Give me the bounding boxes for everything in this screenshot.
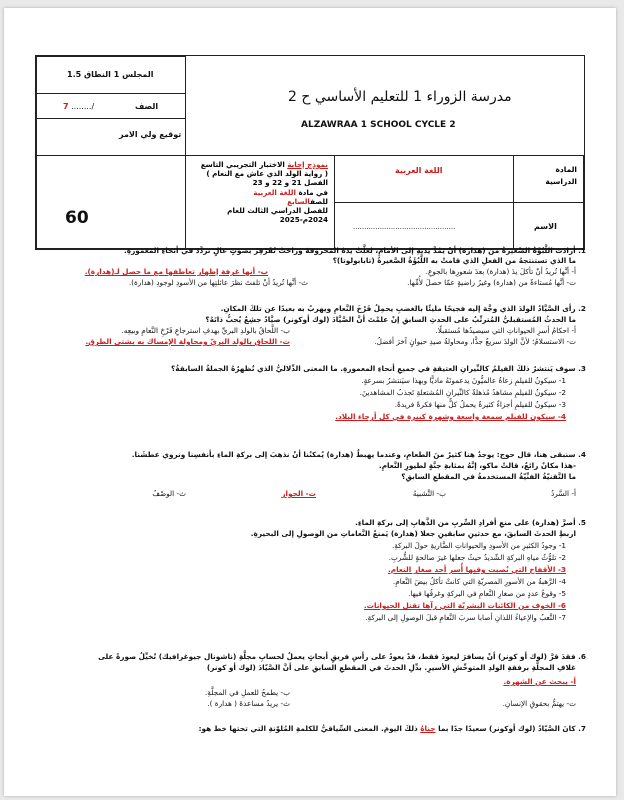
q1-number: 1. (578, 246, 586, 255)
q3-stem (171, 364, 586, 373)
q5-item-4[interactable]: 4- الرَّهبةُ من الأسورِ المصريّةِ التي كانتْ تأكلُ بيضَ النَّعامِ. (392, 577, 566, 586)
q7-pre: كانَ الصَّيّادُ (لوك أوكونر) سعيدًا جدًا بما (438, 724, 576, 733)
score-dots: ......../ (71, 102, 95, 111)
grade-red: السابع (287, 196, 311, 206)
council-cell (36, 56, 186, 94)
name-label-cell (513, 202, 584, 249)
q6-option-a[interactable]: أ- يبحث عن الشهرة. (503, 677, 576, 686)
q6-number: 6. (578, 652, 586, 661)
q6-option-b[interactable]: ب- يطمحُ للعملِ في المجلَّةِ. (204, 688, 290, 697)
class-label: الصف (135, 102, 159, 111)
q6-stem (98, 652, 586, 661)
q2-option-c[interactable]: ت- الاستسلامُ؛ لأنَّ الولدَ سريعٌ جدًّا، ومحاولةُ صيدِ حيوانٍ آخرَ أفضلُ. (374, 337, 576, 346)
q3-item-3[interactable]: 3- سيكونُ للفيلمِ أجزاءٌ كثيرةٌ يحملُ كلٌّ منها فكرةً فريدةً. (394, 400, 566, 409)
q4-answer-a[interactable]: أ- السَّردُ (550, 489, 576, 498)
header-table (35, 55, 585, 250)
q7-post: ذلكَ اليومَ. المعنى السِّياقيُّ للكلمةِ المُلوّنةِ التي تحتها خط هو: (198, 724, 418, 733)
q4-line-2: -هذا مكانٌ رائعٌ، قالتْ ماكو، إنَّهُ بمثابةِ جنَّةٍ لطيورِ النَّعامِ. (378, 461, 576, 470)
q6-option-d[interactable]: ث- يريدُ مساعدةَ ( هدارة ). (207, 699, 290, 708)
q1-line-1: أرادت اللَّبُؤَةُ الصَّغيرةُ من (هدارة) أنْ يَمُدَّ يديهِ إلى الأمامِ، لعلَّتْ يدَهُ المحروقةَ وراحَتْ تُقَرْقِرُ بصوتٍ عالٍ تردَّدَ في أنحاءِ المعمورةِ. (124, 246, 576, 255)
model-answer: نموذج إجابة (287, 160, 328, 169)
subject-line-pre: في مادة (298, 187, 328, 197)
q7-stem (199, 724, 586, 733)
subject-value-cell (334, 155, 514, 203)
q2-option-a[interactable]: أ- احكامُ أسرِ الحيواناتِ التي سيصيدُها مُستقبلًا. (435, 326, 576, 335)
q2-option-d[interactable]: ث- اللحاق بالولد البريّ ومحاولة الإمساك به بشتى الطرق. (85, 337, 290, 346)
exam-info-cell (185, 155, 335, 249)
q1-stem (124, 246, 586, 255)
q2-stem (221, 304, 586, 313)
name-value-cell (334, 202, 514, 249)
q5-item-3[interactable]: 3- الأقفاخ التي نُصبت وقيها أُسر أحد صغار النعام. (388, 565, 566, 574)
q4-line-1: سنبقى هنا، قال حوج: يوجدُ هنا كثيرٌ منَ الطعامِ، وعندما يهبطُ (هدارة) يُمكنُنا أنْ نذهبَ إلى بركةِ الماءِ بأنفسِنا ونروي عطشَنا. (131, 450, 576, 459)
q6-option-c[interactable]: ت- يهتمُّ بحقوقِ الإنسانِ. (502, 699, 576, 708)
q3-intro: سوف يَنتشرُ ذلكَ الفيلمُ كالنِّيرانِ العتيقةِ في جميعِ أنحاءِ المعمورةِ. ما المعنى الدِّلاليُّ الذي تُظهرُهُ الجملةُ السابقةُ؟ (171, 364, 576, 373)
q7-highlighted-word: جناهُ (420, 724, 436, 733)
q7-number: 7. (578, 724, 586, 733)
subject-line-red: اللغة العربية (253, 187, 296, 197)
parent-signature: توقيع ولي الامر (119, 130, 182, 139)
name-dots: .............................................. (353, 223, 456, 231)
q1-option-d[interactable]: ث- أنَّها تُريدُ أنْ تلفتَ نظرَ عائلتِها من الأسودِ لوجودِ (هدارة). (128, 278, 308, 287)
subject-value: اللغة العربية (395, 166, 443, 175)
q1-option-b[interactable]: ب- أنها غرفة إظهار تعاطفها مع ما حصل لـ(هدارة). (84, 267, 268, 276)
term-line: للفصل الدراسي الثالث للعام (227, 206, 328, 216)
score-total: 7 (63, 102, 69, 111)
q5-line-1: أصرَّ (هدارة) على منعِ أفرادِ السِّربِ من الذَّهابِ إلى بركةِ الماءِ. (355, 518, 576, 527)
exam-title-line (201, 160, 328, 169)
q5-question: اربطِ الحدثَ السابقَ، مع حدثينِ سابقينِ جعلا (هدارة) يَمنعُ النَّعاماتِ من الوصولِ إلى البحيرةِ. (250, 529, 576, 538)
total-mark: 60 (65, 208, 89, 228)
exam-sheet (4, 8, 616, 796)
q5-stem (355, 518, 586, 527)
chapters: الفصل 21 و 22 و 23 (252, 178, 328, 188)
q2-line-1: رأى الصَّيَّادُ الولدَ الذي وجَّهَ إليه فجيحًا مليئًا بالغضبِ يحمِلُ فَرْخَ النَّعامِ ويهربُ به بعيدًا عن تلكَ المكانِ. (220, 304, 576, 313)
subject-label: المادة الدراسية (545, 165, 577, 186)
q4-question: ما التَّقنيّةُ الفنِّيّةُ المستخدمةُ في المقطعِ السابقِ؟ (401, 472, 576, 481)
exam-title: الاختبار التجريبي التاسع (200, 160, 285, 169)
school-name-ar: مدرسة الزوراء 1 للتعليم الأساسي ح 2 (288, 89, 512, 105)
q6-question: غلافِ المجلَّةِ برفقةِ الولدِ المتوحِّشِ الأسيرِ. بدِّلِ الحدثَ في المقطعِ السابقِ على أنَّ الصَّيّادَ (لوك أو كونر) (206, 663, 576, 672)
name-label: الاسم (534, 222, 557, 231)
mark-cell (36, 155, 186, 249)
school-name-en: ALZAWRAA 1 SCHOOL CYCLE 2 (301, 120, 456, 130)
class-cell (36, 93, 186, 119)
q5-item-6[interactable]: 6- الخوف من الكائنات البشريّة التي رآها تقتل الحيوانات. (363, 601, 566, 610)
q2-question: ما الحدثُ المُستقبليُّ المُترتِّبُ على الحدثِ السابقِ إنْ علمْتَ أنَّ الصَّيَّادَ (لوك أوكونر) صيَّادٌ جشِعٌ يُحبُّ ذاتَهُ؟ (205, 315, 576, 324)
year-line: 2024م-2025 (279, 215, 328, 225)
grade-line (201, 197, 328, 206)
q4-stem (132, 450, 586, 459)
parent-sig-cell (36, 118, 186, 156)
q2-number: 2. (578, 304, 586, 313)
subject-label-cell (513, 155, 584, 203)
q6-line-1: فقدَ قرَّ (لوك أو كونر) أنْ يسافرَ ليعودَ فقط، قدْ يعودُ على رأسِ فريقٍ أبحاثٍ يعملُ لحسابِ مجلَّةِ (ناشونال جيوغرافيك) تُخيِّلُ صورةً على (98, 652, 576, 661)
council-text: المجلس 1 النطاق 1.5 (67, 70, 154, 79)
novel-title: ( رواية الولد الذي عاش مع النعام ) (206, 169, 328, 179)
subject-line (201, 188, 328, 197)
q4-answer-b[interactable]: ب- التَّشبيهُ (412, 489, 446, 498)
q4-number: 4. (578, 450, 586, 459)
q3-number: 3. (578, 364, 586, 373)
q1-option-c[interactable]: ت- أنَّها مُستاءةٌ من (هدارة) وغيرُ راضيةٍ عمّا حصلَ لأُمِّها. (407, 278, 576, 287)
q2-option-b[interactable]: ب- اللَّحاقُ بالولدِ البريِّ بهدفِ استرجاعِ فَرْخِ النَّعامِ وبيعِه. (121, 326, 290, 335)
q5-item-1[interactable]: 1- وجودُ الكثيرِ من الأسودِ والحيواناتِ الضَّاريةِ حولَ البركةِ. (391, 541, 566, 550)
q5-item-5[interactable]: 5- وقوعُ عددٍ من صغارِ النَّعامِ في البركةِ وغرقُها فيها. (408, 589, 566, 598)
q4-answer-d[interactable]: ث- الوصْفُ (152, 489, 186, 498)
score-line (63, 102, 94, 111)
q1-option-a[interactable]: أ- أنَّها تُريدُ أنْ تأكلَ يدَ (هدارة) بعدَ شعورِها بالجوعِ. (425, 267, 576, 276)
q3-item-4[interactable]: 4- سيكون للفيلم سمعة واسعة وشهرة كبيرة في كل أرجاء البلاد. (335, 412, 566, 421)
q5-item-7[interactable]: 7- التَّعبُ والإعياءُ اللذانِ أصابا سربَ النَّعامِ قبلَ الوصولِ إلى البركةِ. (365, 613, 566, 622)
q3-item-1[interactable]: 1- سيكونُ للفيلمِ زعاةُ عالميُّونَ يدعمونَهُ ماديًّا وبهذا سيَنتشرُ بسرعةٍ. (361, 376, 566, 385)
q5-number: 5. (578, 518, 586, 527)
q3-item-2[interactable]: 2- سيكونُ للفيلمِ مشاهدُ مُذهلةٌ كالنِّيرانِ المُشتعلةِ تَجذبُ المشاهدينَ. (359, 388, 566, 397)
grade-pre: للصف (310, 196, 328, 206)
q1-question: ما الذي تستنتجهُ من الفعلِ الذي قامتْ به اللَّبُؤَةُ الصَّغيرةُ (تابابولوتا)؟ (332, 256, 576, 265)
q4-answer-c[interactable]: ت- الحوار (281, 489, 316, 498)
q5-item-2[interactable]: 2- تلوُّثُ مياهِ البركةِ الشّديدُ حيثُ جعلها غيرَ صالحةٍ للشُّربِ. (388, 553, 566, 562)
